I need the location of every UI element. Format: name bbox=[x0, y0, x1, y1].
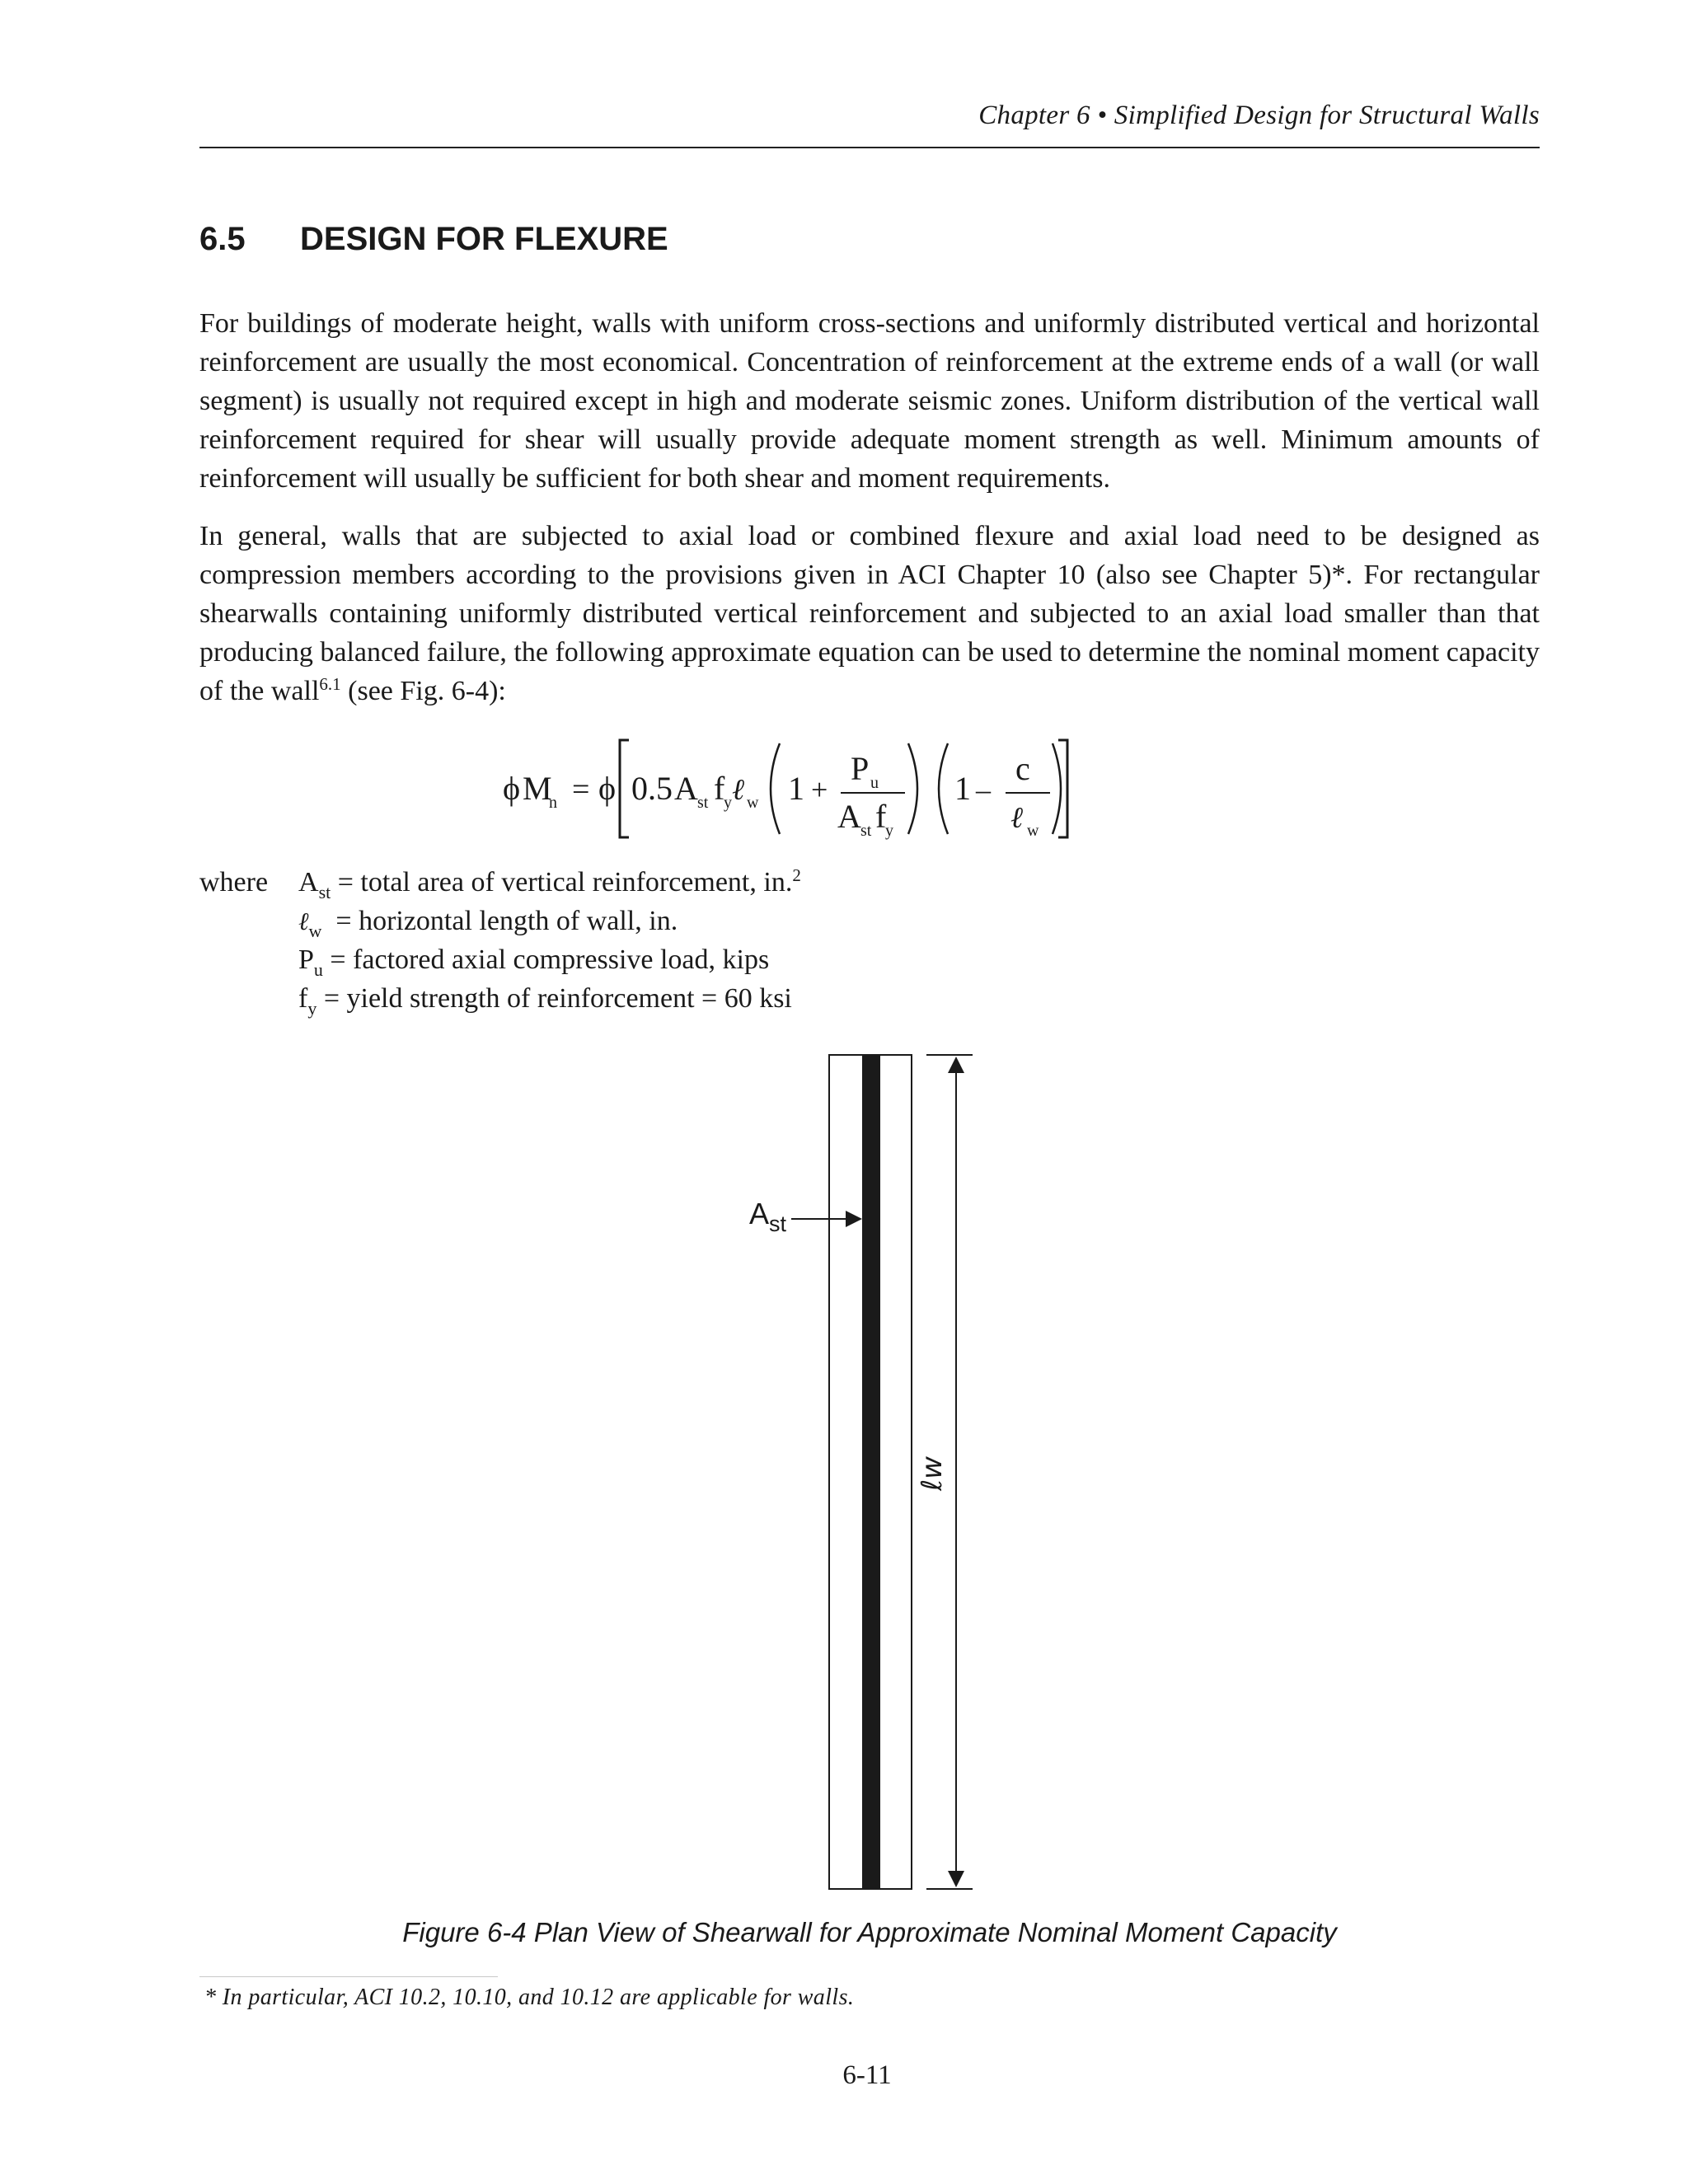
where-symbol: A bbox=[298, 867, 319, 898]
header-rule bbox=[199, 147, 1540, 148]
where-definition: = factored axial compressive load, kips bbox=[322, 944, 770, 975]
footnote: * In particular, ACI 10.2, 10.10, and 10.12 are applicable for walls. bbox=[204, 1985, 855, 2010]
eq-sub-w-den: w bbox=[1027, 822, 1039, 840]
eq-A: A bbox=[674, 770, 698, 807]
ast-label: A bbox=[749, 1197, 770, 1230]
where-superscript: 2 bbox=[792, 865, 801, 885]
paragraph-2-end: (see Fig. 6-4): bbox=[340, 676, 506, 706]
eq-A-den: A bbox=[837, 798, 861, 835]
where-subscript: y bbox=[307, 998, 317, 1019]
where-definition: = total area of vertical reinforcement, in. bbox=[331, 867, 793, 898]
eq-P: P bbox=[851, 750, 870, 787]
eq-sub-st: st bbox=[697, 794, 709, 812]
where-definition: = yield strength of reinforcement = 60 ksi bbox=[316, 983, 792, 1014]
where-row-fy bbox=[298, 983, 792, 1019]
where-row-ast bbox=[298, 865, 801, 902]
eq-sub-st-den: st bbox=[860, 822, 872, 840]
where-subscript: u bbox=[313, 959, 323, 980]
eq-ell: ℓ bbox=[732, 773, 744, 806]
where-row-lw bbox=[298, 906, 678, 941]
paragraph-1: For buildings of moderate height, walls with uniform cross-sections and uniformly distributed vertical and horizontal reinforcement are usually the most economical. Concentration of reinforcement at the extreme ends of a wall (or wall segment) is usually not required except in high and moderate seismic zones. Uniform distribution of the vertical wall reinforcement required for shear will usually provide adequate moment strength as well. Minimum amounts of reinforcement will usually be sufficient for both shear and moment requirements. bbox=[199, 308, 1540, 494]
eq-sub-w: w bbox=[747, 794, 759, 812]
where-definition: = horizontal length of wall, in. bbox=[321, 906, 678, 936]
shearwall-plan-figure bbox=[725, 1038, 1006, 1912]
where-symbol: P bbox=[298, 944, 314, 975]
where-label: where bbox=[199, 867, 269, 898]
page-number: 6-11 bbox=[842, 2060, 892, 2090]
eq-ell-den: ℓ bbox=[1010, 801, 1023, 834]
lw-dimension-label: ℓw bbox=[916, 1456, 949, 1491]
figure-caption: Figure 6-4 Plan View of Shearwall for Approximate Nominal Moment Capacity bbox=[402, 1917, 1337, 1947]
eq-M: M bbox=[523, 770, 552, 807]
running-header: Chapter 6 • Simplified Design for Structural Walls bbox=[978, 101, 1540, 130]
where-subscript: st bbox=[318, 882, 331, 902]
where-symbol: f bbox=[298, 983, 308, 1014]
section-title: DESIGN FOR FLEXURE bbox=[300, 221, 668, 257]
eq-sub-y-den: y bbox=[885, 822, 893, 840]
section-heading bbox=[199, 221, 668, 258]
eq-minus: – bbox=[976, 773, 991, 806]
where-row-pu bbox=[298, 944, 770, 980]
moment-equation bbox=[478, 732, 1071, 847]
footnote-rule bbox=[199, 1976, 498, 1977]
ast-label-sub: st bbox=[769, 1212, 787, 1236]
paragraph-2 bbox=[199, 517, 1540, 710]
eq-phi-2: ϕ bbox=[598, 770, 617, 807]
eq-f-den: f bbox=[875, 798, 887, 835]
section-number: 6.5 bbox=[199, 221, 246, 257]
eq-sub-u: u bbox=[870, 774, 879, 792]
eq-sub-n: n bbox=[549, 794, 557, 812]
eq-f: f bbox=[714, 770, 725, 807]
reference-superscript: 6.1 bbox=[319, 674, 341, 694]
eq-equals: = bbox=[572, 772, 590, 807]
where-subscript: w bbox=[308, 921, 322, 941]
eq-plus: + bbox=[811, 773, 828, 806]
eq-one-2: 1 bbox=[954, 770, 971, 807]
where-symbol: ℓ bbox=[298, 907, 309, 936]
paragraph-2-text: In general, walls that are subjected to axial load or combined flexure and axial load need to be designed as compression members according to the provisions given in ACI Chapter 10 (also see Chapter 5)*. For rectangular shearwalls containing uniformly distributed vertical reinforcement and subjected to an axial load smaller than that producing balanced failure, the following approximate equation can be used to determine the nominal moment capacity of the wall bbox=[199, 521, 1540, 706]
eq-phi: ϕ bbox=[503, 770, 521, 807]
eq-coef: 0.5 bbox=[631, 770, 673, 807]
eq-one: 1 bbox=[788, 770, 804, 807]
reinforcement-bar bbox=[862, 1055, 880, 1889]
eq-c: c bbox=[1015, 750, 1030, 787]
eq-sub-y: y bbox=[724, 794, 732, 812]
